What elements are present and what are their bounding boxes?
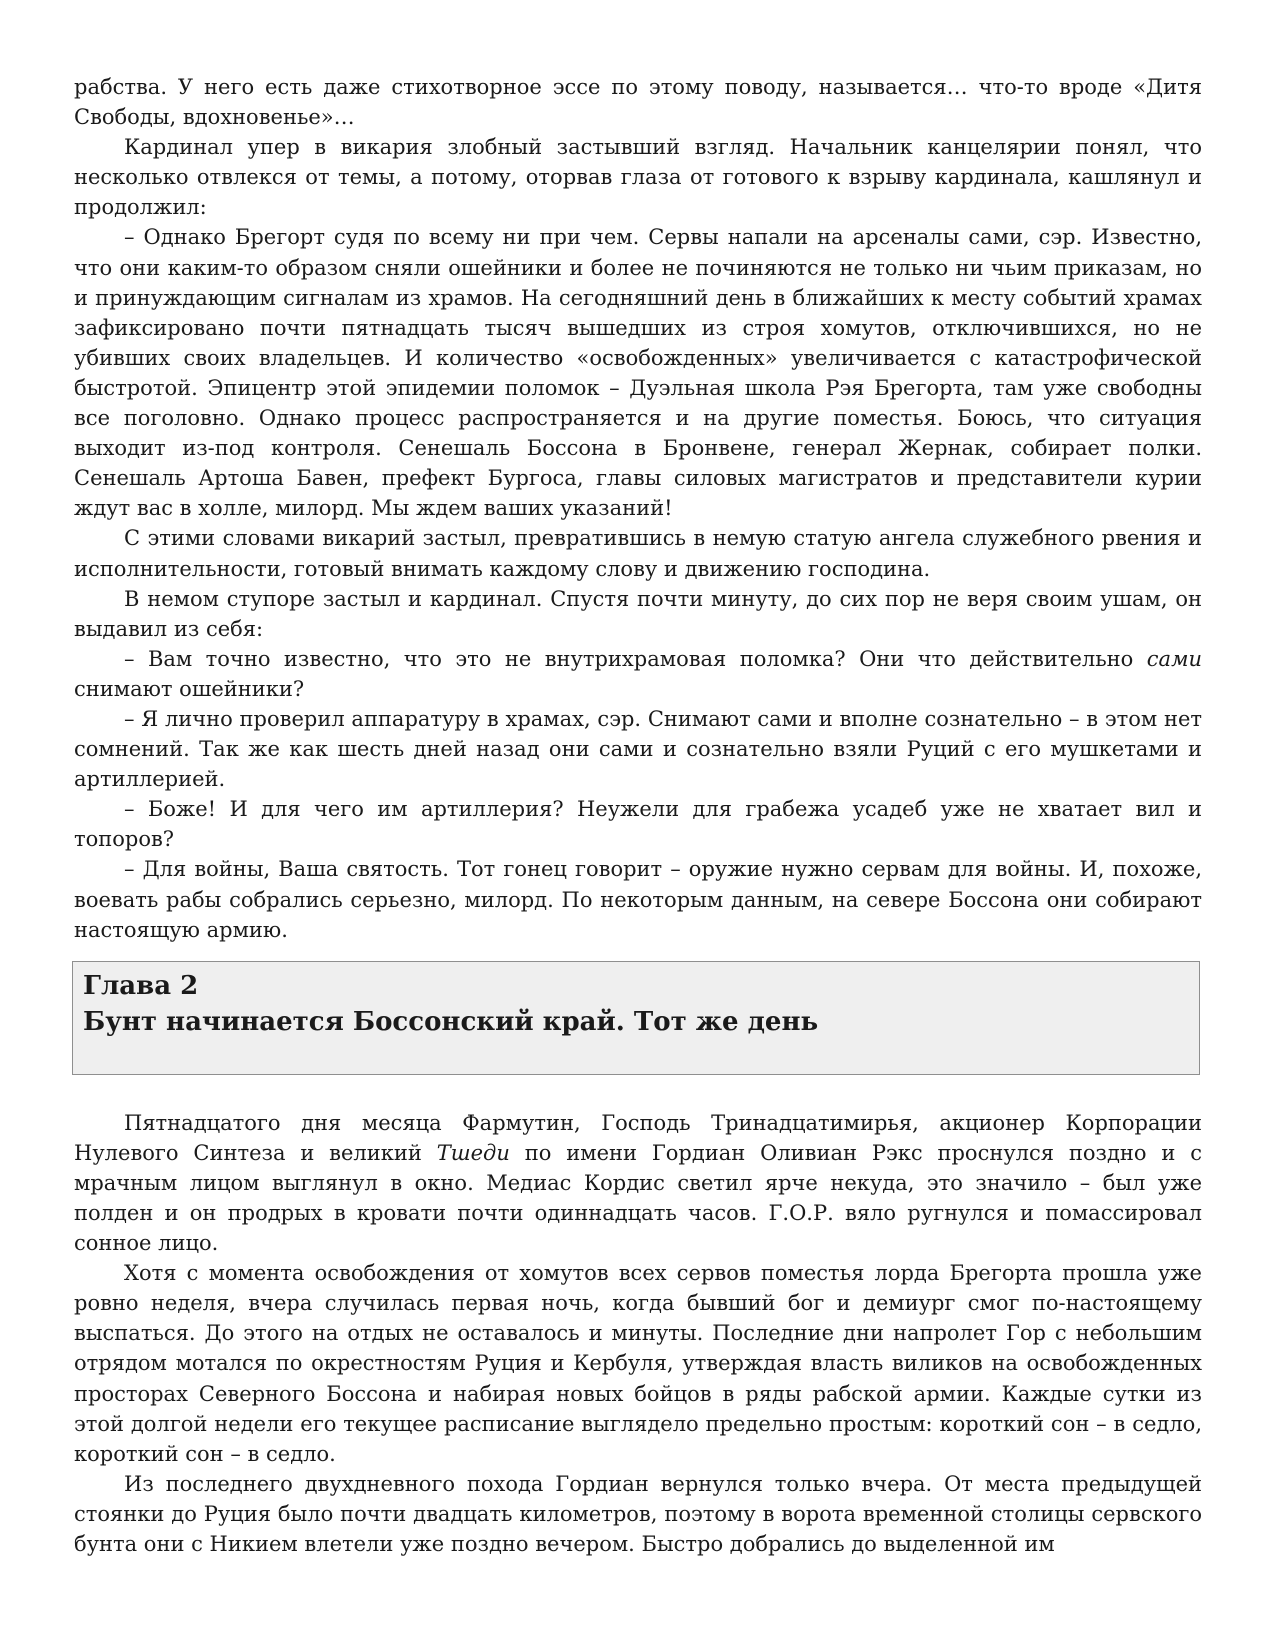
paragraph-text: снимают ошейники?	[74, 676, 305, 701]
italic-text: сами	[1146, 646, 1202, 671]
paragraph	[74, 644, 1202, 704]
paragraph-text: – Я лично проверил аппаратуру в храмах, сэр. Снимают сами и вполне сознательно – в этом нет сомнений. Так же как шесть дней назад они сами и сознательно взяли Руций с его мушкетами и артиллерией.	[74, 706, 1202, 792]
paragraph	[74, 584, 1202, 644]
paragraph	[74, 222, 1202, 523]
paragraph	[74, 132, 1202, 222]
text-section-after-chapter	[74, 1108, 1202, 1559]
paragraph-text: Из последнего двухдневного похода Гордиан вернулся только вчера. От места предыдущей стоянки до Руция было почти двадцать километров, поэтому в ворота временной столицы сервского бунта они с Никием влетели уже поздно вечером. Быстро добрались до выделенной им	[74, 1471, 1202, 1557]
paragraph-text: – Для войны, Ваша святость. Тот гонец говорит – оружие нужно сервам для войны. И, похоже, воевать рабы собрались серьезно, милорд. По некоторым данным, на севере Боссона они собирают настоящую армию.	[74, 857, 1202, 942]
paragraph	[74, 704, 1202, 794]
chapter-number: Глава 2	[83, 970, 199, 1001]
paragraph	[74, 72, 1202, 132]
paragraph	[74, 1469, 1202, 1559]
paragraph-text: – Вам точно известно, что это не внутрихрамовая поломка? Они что действительно	[124, 646, 1147, 671]
paragraph-text: рабства. У него есть даже стихотворное эссе по этому поводу, называется… что-то вроде «Дитя Свободы, вдохновенье»…	[74, 75, 1202, 130]
paragraph	[74, 854, 1202, 944]
paragraph-text: В немом ступоре застыл и кардинал. Спустя почти минуту, до сих пор не веря своим ушам, он выдавил из себя:	[74, 586, 1202, 641]
italic-text: Тшеди	[436, 1140, 510, 1165]
paragraph	[74, 523, 1202, 583]
paragraph-text: – Боже! И для чего им артиллерия? Неужели для грабежа усадеб уже не хватает вил и топоров?	[74, 797, 1202, 852]
paragraph	[74, 794, 1202, 854]
chapter-title: Бунт начинается Боссонский край. Тот же день	[83, 1006, 819, 1037]
paragraph-text: – Однако Брегорт судя по всему ни при чем. Сервы напали на арсеналы сами, сэр. Известно, что они каким-то образом сняли ошейники и более не починяются не только ни чьим приказам, но и принуждающим сигналам из храмов. На сегодняшний день в ближайших к месту событий храмах зафиксировано почти пятнадцать тысяч вышедших из строя хомутов, отключившихся, но не убивших своих владельцев. И количество «освобожденных» увеличивается с катастрофической быстротой. Эпицентр этой эпидемии поломок – Дуэльная школа Рэя Брегорта, там уже свободны все поголовно. Однако процесс распространяется и на другие поместья. Боюсь, что ситуация выходит из-под контроля. Сенешаль Боссона в Бронвене, генерал Жернак, собирает полки. Сенешаль Артоша Бавен, префект Бургоса, главы силовых магистратов и представители курии ждут вас в холле, милорд. Мы ждем ваших указаний!	[74, 225, 1202, 521]
paragraph-text: С этими словами викарий застыл, превратившись в немую статую ангела служебного рвения и исполнительности, готовый внимать каждому слову и движению господина.	[74, 526, 1202, 581]
paragraph	[74, 1258, 1202, 1469]
document-page	[74, 72, 1202, 1559]
text-section-before-chapter	[74, 72, 1202, 945]
paragraph-text: по имени Гордиан Оливиан Рэкс проснулся поздно и с мрачным лицом выглянул в окно. Медиас Кордис светил ярче некуда, это значило – был уже полден и он продрых в кровати почти одиннадцать часов. Г.О.Р. вяло ругнулся и помассировал сонное лицо.	[74, 1140, 1202, 1256]
paragraph-text: Кардинал упер в викария злобный застывший взгляд. Начальник канцелярии понял, что несколько отвлекся от темы, а потому, оторвав глаза от готового к взрыву кардинала, кашлянул и продолжил:	[74, 135, 1202, 220]
paragraph	[74, 1108, 1202, 1258]
chapter-heading-box	[72, 961, 1200, 1075]
paragraph-text: Пятнадцатого дня месяца Фармутин, Господь Тринадцатимирья, акционер Корпорации Нулевого Синтеза и великий	[74, 1110, 1202, 1165]
paragraph-text: Хотя с момента освобождения от хомутов всех сервов поместья лорда Брегорта прошла уже ровно неделя, вчера случилась первая ночь, когда бывший бог и демиург смог по-настоящему выспаться. До этого на отдых не оставалось и минуты. Последние дни напролет Гор с небольшим отрядом мотался по окрестностям Руция и Кербуля, утверждая власть виликов на освобожденных просторах Северного Боссона и набирая новых бойцов в ряды рабской армии. Каждые сутки из этой долгой недели его текущее расписание выглядело предельно простым: короткий сон – в седло, короткий сон – в седло.	[74, 1261, 1202, 1466]
